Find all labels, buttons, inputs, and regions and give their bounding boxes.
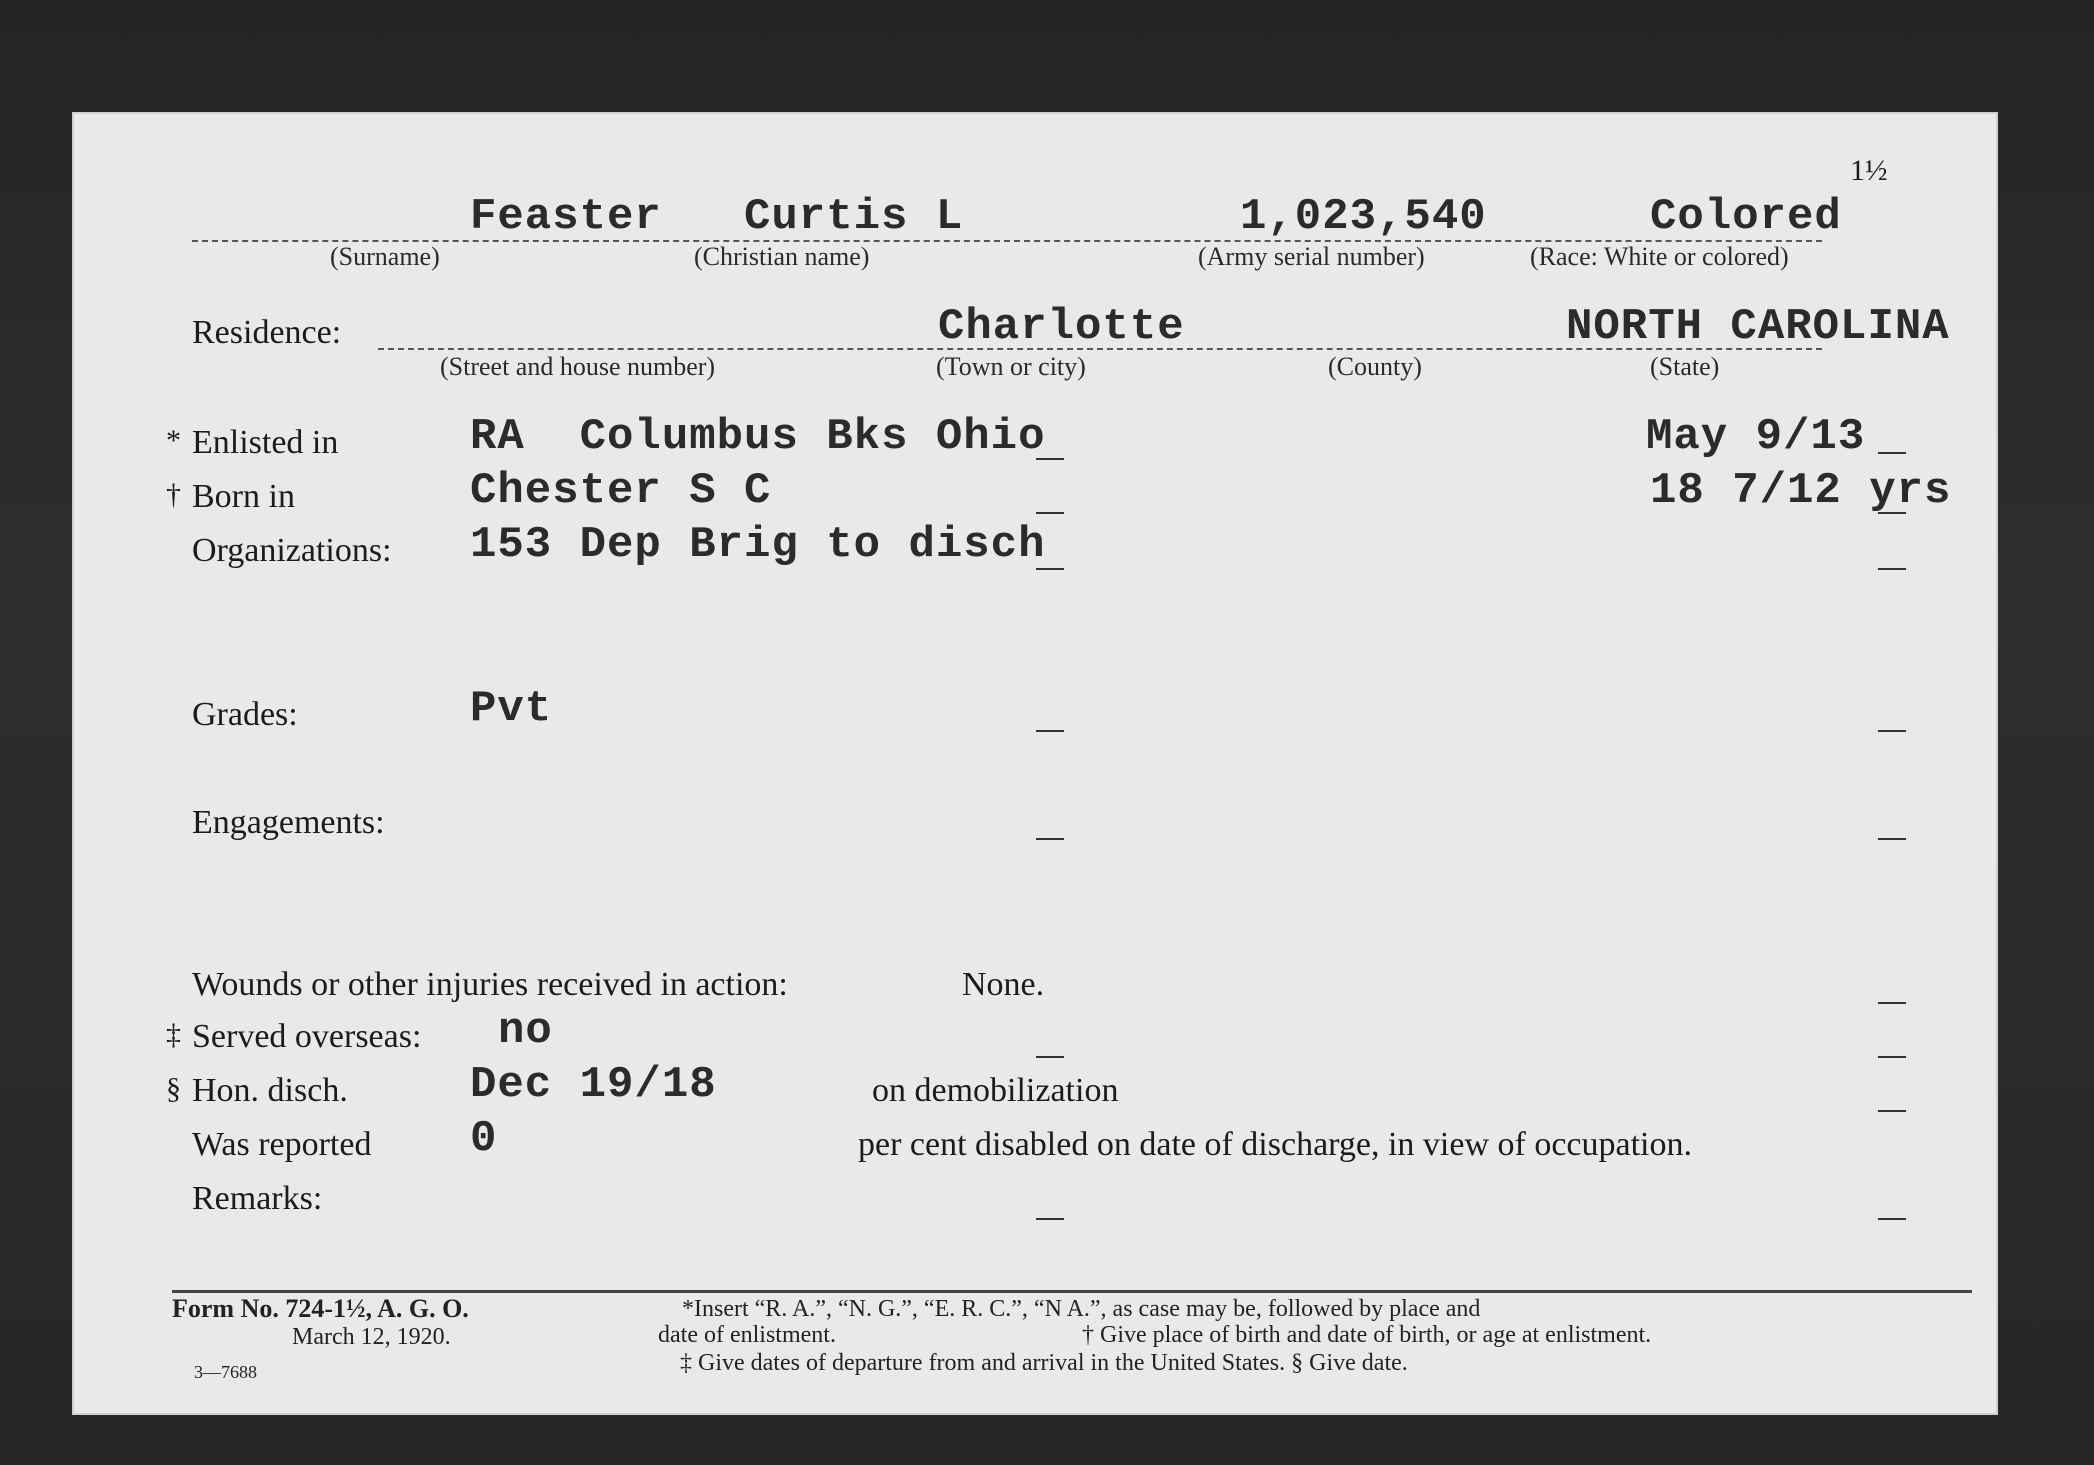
enlisted-value: RA Columbus Bks Ohio	[470, 412, 1046, 462]
footnote-insert-cont: date of enlistment.	[658, 1322, 836, 1348]
footnote-insert: *Insert “R. A.”, “N. G.”, “E. R. C.”, “N A.”, as case may be, followed by place and	[682, 1296, 1481, 1322]
blank-mark	[1036, 568, 1064, 570]
serial-number-value: 1,023,540	[1240, 192, 1487, 242]
grades-label: Grades:	[192, 696, 298, 733]
discharge-marker: §	[166, 1072, 181, 1105]
organizations-label: Organizations:	[192, 532, 392, 569]
organizations-value: 153 Dep Brig to disch	[470, 520, 1046, 570]
race-value: Colored	[1650, 192, 1842, 242]
residence-town-value: Charlotte	[938, 302, 1185, 352]
born-value: Chester S C	[470, 466, 772, 516]
race-caption: (Race: White or colored)	[1530, 242, 1789, 271]
form-number: Form No. 724-1½, A. G. O.	[172, 1294, 469, 1323]
blank-mark	[1878, 1218, 1906, 1220]
state-caption: (State)	[1650, 352, 1720, 381]
overseas-marker: ‡	[166, 1018, 181, 1051]
residence-label: Residence:	[192, 314, 342, 351]
footnote-overseas: ‡ Give dates of departure from and arrival in the United States. § Give date.	[680, 1350, 1408, 1376]
print-code: 3—7688	[194, 1362, 257, 1382]
born-label: Born in	[192, 478, 295, 515]
discharge-date: Dec 19/18	[470, 1060, 717, 1110]
service-record-card	[72, 112, 1998, 1415]
grades-value: Pvt	[470, 684, 553, 734]
engagements-label: Engagements:	[192, 804, 385, 841]
remarks-label: Remarks:	[192, 1180, 323, 1217]
discharge-label: Hon. disch.	[192, 1072, 348, 1109]
surname-value: Feaster	[470, 192, 662, 242]
discharge-note: on demobilization	[872, 1072, 1119, 1109]
residence-state-value: NORTH CAROLINA	[1566, 302, 1950, 352]
county-caption: (County)	[1328, 352, 1422, 381]
born-age: 18 7/12 yrs	[1650, 466, 1952, 516]
blank-mark	[1878, 568, 1906, 570]
blank-mark	[1878, 1110, 1906, 1112]
born-marker: †	[166, 478, 181, 511]
enlisted-date: May 9/13	[1646, 412, 1866, 462]
enlisted-marker: *	[166, 424, 181, 457]
blank-mark	[1036, 838, 1064, 840]
christian-name-value: Curtis L	[744, 192, 964, 242]
reported-value: 0	[470, 1114, 498, 1164]
blank-mark	[1036, 458, 1064, 460]
wounds-label: Wounds or other injuries received in action:	[192, 966, 788, 1003]
blank-mark	[1036, 1056, 1064, 1058]
serial-number-caption: (Army serial number)	[1198, 242, 1425, 271]
street-caption: (Street and house number)	[440, 352, 716, 381]
surname-caption: (Surname)	[330, 242, 440, 271]
town-caption: (Town or city)	[936, 352, 1086, 381]
corner-mark: 1½	[1850, 154, 1888, 187]
blank-mark	[1036, 1218, 1064, 1220]
overseas-label: Served overseas:	[192, 1018, 422, 1055]
blank-mark	[1878, 730, 1906, 732]
blank-mark	[1878, 838, 1906, 840]
enlisted-label: Enlisted in	[192, 424, 339, 461]
blank-mark	[1036, 730, 1064, 732]
blank-mark	[1036, 512, 1064, 514]
footnote-birth: † Give place of birth and date of birth, or age at enlistment.	[1082, 1322, 1652, 1348]
form-date: March 12, 1920.	[292, 1324, 451, 1350]
wounds-value: None.	[962, 966, 1045, 1003]
christian-name-caption: (Christian name)	[694, 242, 870, 271]
footer-rule	[172, 1290, 1972, 1293]
blank-mark	[1878, 452, 1906, 454]
overseas-value: no	[498, 1006, 553, 1056]
blank-mark	[1878, 512, 1906, 514]
blank-mark	[1878, 1002, 1906, 1004]
blank-mark	[1878, 1056, 1906, 1058]
reported-note: per cent disabled on date of discharge, in view of occupation.	[858, 1126, 1692, 1163]
reported-label: Was reported	[192, 1126, 372, 1163]
